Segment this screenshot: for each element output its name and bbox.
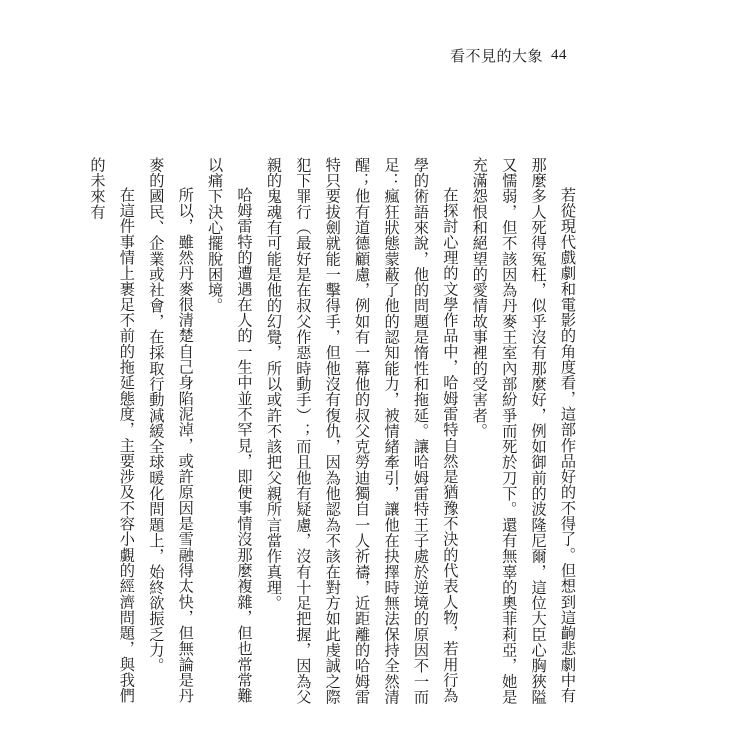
running-header (450, 44, 567, 66)
header-title: 看不見的大象 (449, 46, 543, 65)
paragraph-4: 所以，雖然丹麥很清楚自己身陷泥淖，或許原因是雪融得太快，但無論是丹麥的國民、企業或社會，在採取行動減緩全球暖化問題上，始終欲振乏力。 (147, 157, 195, 704)
paragraph-5: 在這件事情上裹足不前的拖延態度，主要涉及不容小覷的經濟問題，與我們的未來有 (88, 157, 136, 704)
paragraph-3: 哈姆雷特的遭遇在人的一生中並不罕見，即便事情沒那麼複雜，但也常常難以痛下決心擺脫困境。 (206, 157, 254, 704)
vertical-body-text (88, 157, 582, 717)
page-number: 44 (551, 46, 567, 63)
paragraph-2: 在探討心理的文學作品中，哈姆雷特自然是猶豫不決的代表人物，若用行為學的術語來說，他的問題是惰性和拖延。讓哈姆雷特王子處於逆境的原因不一而足：瘋狂狀態蒙蔽了他的認知能力，被情緒牽引，讓他在抉擇時無法保持全然清醒；他有道德顧慮，例如有一幕他的叔父克勞迪獨自一人祈禱，近距離的哈姆雷特只要拔劍就能一擊得手，但他沒有復仇，因為他認為不該在對方如此虔誠之際犯下罪行（最好是在叔父作惡時動手）；而且他有疑慮，沒有十足把握，因為父親的鬼魂有可能是他的幻覺，所以或許不該把父親所言當作真理。 (264, 157, 460, 705)
paragraph-1: 若從現代戲劇和電影的角度看，這部作品好的不得了。但想到這齣悲劇中有那麼多人死得冤枉，似乎沒有那麼好，例如御前的波隆尼爾，這位大臣心胸狹隘又懦弱，但不該因為丹麥王室內部紛爭而死於刀下。還有無辜的奧菲莉亞，她是充滿怨恨和絕望的愛情故事裡的受害者。 (470, 157, 577, 705)
